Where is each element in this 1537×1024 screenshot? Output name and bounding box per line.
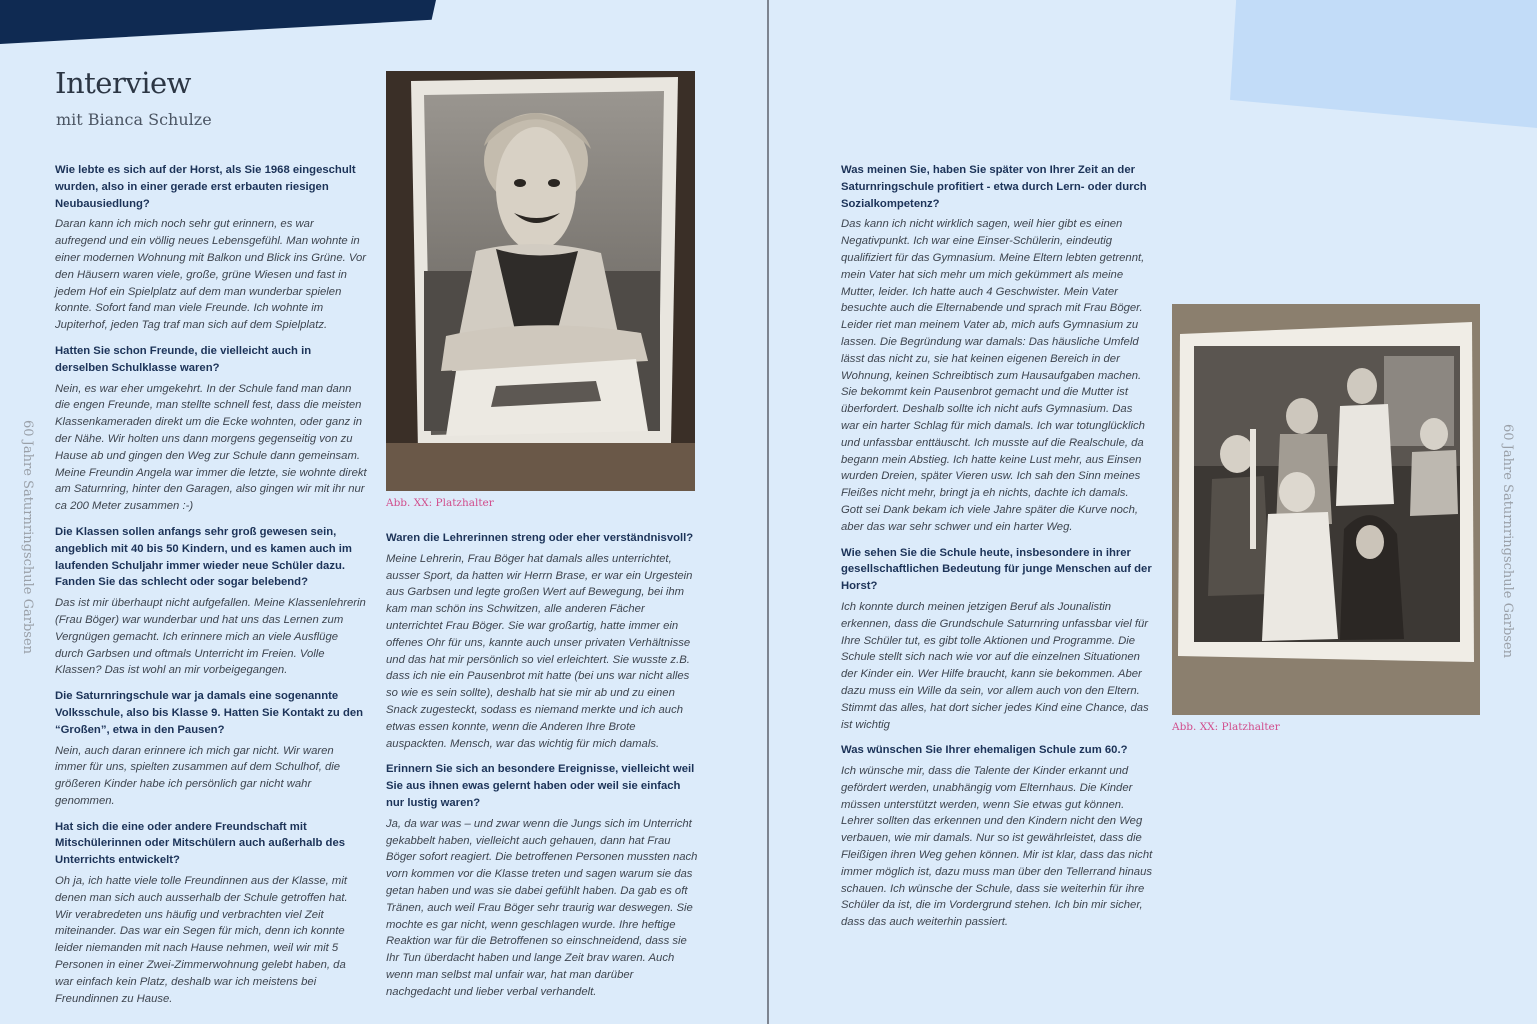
carnival-children-illustration — [1172, 304, 1480, 715]
side-text-left: 60 Jahre Saturnringschule Garbsen — [20, 420, 35, 655]
text-column-right — [841, 162, 1153, 940]
question: Wie sehen Sie die Schule heute, insbesondere in ihrer gesellschaftlichen Bedeutung für junge Menschen auf der Horst? — [841, 546, 1152, 593]
question: Was wünschen Sie Ihrer ehemaligen Schule zum 60.? — [841, 744, 1128, 757]
answer: Meine Lehrerin, Frau Böger hat damals alles unterrichtet, ausser Sport, da hatten wir Herrn Brase, er war ein Urgestein aus Garbsen und legte großen Wert auf Bewegung, bei ihm kam man schön ins Schwitzen, alle anderen Fächer unterrichtet Frau Böger. Sie war großartig, hatte immer ein offenes Ohr für uns, kannte auch unser privaten Verhältnisse und das hat mir persönlich so viel erleichtert. Sie wusste z.B. dass ich nie ein Pausenbrot mit hatte (bei uns war nicht alles so wie es sein sollte), deshalb hat sie mir ab und zu einen Snack zugesteckt, sodass es niemand merkte und ich auch etwas essen konnte, wenn die Anderen Ihre Brote auspackten. Mensch, war das wichtig für mich damals. — [386, 552, 693, 750]
answer: Das kann ich nicht wirklich sagen, weil hier gibt es einen Negativpunkt. Ich war eine Einser-Schülerin, eindeutig qualifiziert für das Gymnasium. Meine Eltern lebten getrennt, mein Vater hat sich mehr um mich gekümmert als meine Mutter, leider. Ich hatte auch 4 Geschwister. Mein Vater besuchte auch die Elternabende und sprach mit Frau Böger. Leider riet man meinem Vater ab, mich aufs Gymnasium zu lassen. Die Begründung war damals: Das häusliche Umfeld lässt das nicht zu, sie hat keinen eigenen Bereich in der Wohnung, keinen Schreibtisch zum Hausaufgaben machen. Sie bekommt kein Pausenbrot gemacht und die Mutter ist überfordert. Deshalb sollte ich nicht aufs Gymnasium. Das war ein harter Schlag für mich damals. Ich war totunglücklich und unfassbar enttäuscht. Ich musste auf die Realschule, da begann mein Abstieg. Ich hatte keine Lust mehr, aus Einsen wurden Dreien, später Vieren usw. Ich sah den Sinn meines Fleißes nicht mehr, bringt ja eh nichts, dachte ich damals. Gott sei Dank bekam ich viele Jahre später die Kurve noch, aber das war sehr schwer und ein harter Weg. — [841, 218, 1145, 533]
child-portrait-photo — [386, 71, 695, 491]
photo-caption: Abb. XX: Platzhalter — [1172, 721, 1280, 733]
answer: Daran kann ich mich noch sehr gut erinnern, es war aufregend und ein völlig neues Lebensgefühl. Man wohnte in einer modernen Wohnung mit Balkon und Blick ins Grüne. Vor den Häusern waren viele, große, grüne Wiesen und fast in jedem Hof ein Spielplatz auf dem man wunderbar spielen konnte. Sofort fand man viele Freunde. Ich wohnte im Jupiterhof, jeden Tag traf man sich auf dem Spielplatz. — [55, 218, 367, 332]
question: Die Klassen sollen anfangs sehr groß gewesen sein, angeblich mit 40 bis 50 Kindern, und es kamen auch im laufenden Schuljahr immer wieder neue Schüler dazu. Fanden Sie das schlecht oder sogar belebend? — [55, 525, 352, 589]
question: Wie lebte es sich auf der Horst, als Sie 1968 eingeschult wurden, also in einer gerade erst erbauten riesigen Neubausiedlung? — [55, 164, 356, 210]
side-text-right: 60 Jahre Saturnringschule Garbsen — [1500, 424, 1515, 659]
question: Die Saturnringschule war ja damals eine sogenannte Volksschule, also bis Klasse 9. Hatten Sie Kontakt zu den “Großen”, etwa in den Pausen? — [55, 690, 364, 736]
answer: Nein, auch daran erinnere ich mich gar nicht. Wir waren immer für uns, spielten zusammen auf dem Schulhof, die größeren Kinder habe ich persönlich gar nicht wahr genommen. — [55, 744, 341, 807]
question: Waren die Lehrerinnen streng oder eher verständnisvoll? — [386, 532, 694, 544]
page-title: Interview — [55, 66, 191, 100]
child-portrait-illustration — [386, 71, 695, 491]
photo-caption: Abb. XX: Platzhalter — [386, 497, 494, 509]
question: Hatten Sie schon Freunde, die vielleicht auch in derselben Schulklasse waren? — [55, 344, 312, 374]
page-subtitle: mit Bianca Schulze — [56, 110, 212, 129]
navy-corner-band — [0, 0, 436, 44]
answer: Ja, da war was – und zwar wenn die Jungs sich im Unterricht gekabbelt haben, vielleicht auch gehauen, dann hat Frau Böger sofort reagiert. Die betroffenen Personen mussten nach vorn kommen vor die Klasse treten und sagen warum sie das getan haben und was sie dabei gefühlt haben. Da gab es oft Tränen, auch weil Frau Böger sehr traurig war deswegen. Sie mochte es gar nicht, wenn geschlagen wurde. Ihre heftige Reaktion war für die Betroffenen so einschneidend, dass sie Ihr Tun überdacht haben und lange Zeit brav waren. Auch wenn man selbst mal unfair war, hat man darüber nachgedacht und lieber verbal verhandelt. — [386, 817, 698, 998]
text-column-middle — [386, 530, 698, 1010]
page-gutter — [767, 0, 769, 1024]
light-blue-corner-band — [1230, 0, 1537, 128]
text-column-left — [55, 162, 367, 1016]
answer: Oh ja, ich hatte viele tolle Freundinnen aus der Klasse, mit denen man sich auch ausserhalb der Schule getroffen hat. Wir verabredeten uns häufig und verbrachten viel Zeit miteinander. Das war ein Segen für mich, denn ich konnte leider niemanden mit nach Hause nehmen, weil wir mit 5 Personen in einer Zwei-Zimmerwohnung gelebt haben, da war einfach kein Platz, deshalb war ich meistens bei Freundinnen zu Hause. — [55, 875, 348, 1005]
answer: Nein, es war eher umgekehrt. In der Schule fand man dann die engen Freunde, man stellte schnell fest, dass die meisten Klassenkameraden direkt um die Ecke wohnten, oder ganz in der Nähe. Wir holten uns dann morgens gegenseitig von zu Hause ab und gingen den Weg zur Schule dann gemeinsam. Meine Freundin Angela war immer die letzte, sie wohnte direkt am Saturnring, hinter den Garagen, also gingen wir mit ihr nur ca 200 Meter zusammen :-) — [55, 382, 367, 513]
answer: Das ist mir überhaupt nicht aufgefallen. Meine Klassenlehrerin (Frau Böger) war wunderbar und hat uns das Lernen zum Vergnügen gemacht. Ich erinnere mich an viele Ausflüge durch Garbsen und oftmals Unterricht im Freien. Volle Klassen? Das ist wohl an mir vorbeigegangen. — [55, 597, 366, 677]
carnival-children-photo — [1172, 304, 1480, 715]
answer: Ich konnte durch meinen jetzigen Beruf als Jounalistin erkennen, dass die Grundschule Saturnring unfassbar viel für Ihre Schüler tut, es gibt tolle Aktionen und Programme. Die Schule stellt sich nach wie vor auf die einzelnen Situationen der Kinder ein. Wer Hilfe braucht, kann sie bekommen. Aber dazu muss ein Wille da sein, vor allem auch von den Eltern. Stimmt das alles, hat dort sicher jedes Kind eine Chance, das ist wichtig — [841, 600, 1149, 731]
question: Erinnern Sie sich an besondere Ereignisse, vielleicht weil Sie aus ihnen ewas gelernt haben oder weil sie einfach nur lustig waren? — [386, 763, 695, 809]
question: Hat sich die eine oder andere Freundschaft mit Mitschülerinnen oder Mitschülern auch außerhalb des Unterrichts entwickelt? — [55, 820, 346, 867]
question: Was meinen Sie, haben Sie später von Ihrer Zeit an der Saturnringschule profitiert - etwa durch Lern- oder durch Sozialkompetenz? — [841, 164, 1147, 210]
answer: Ich wünsche mir, dass die Talente der Kinder erkannt und gefördert werden, unabhängig vom Elternhaus. Die Kinder müssen unterstützt werden, wenn Sie etwas gut können. Lehrer sollten das erkennen und den Kindern nicht den Weg verbauen, wie mir damals. Nur so ist gewährleistet, dass die Fleißigen ihren Weg gehen können. Mir ist klar, dass das nicht immer möglich ist, dazu muss man über den Tellerrand hinaus schauen. Ich wünsche der Schule, dass sie weiterhin für ihre Schüler da ist, die im Vordergrund stehen. Ich bin mir sicher, dass das auch weiterhin passiert. — [841, 765, 1153, 929]
